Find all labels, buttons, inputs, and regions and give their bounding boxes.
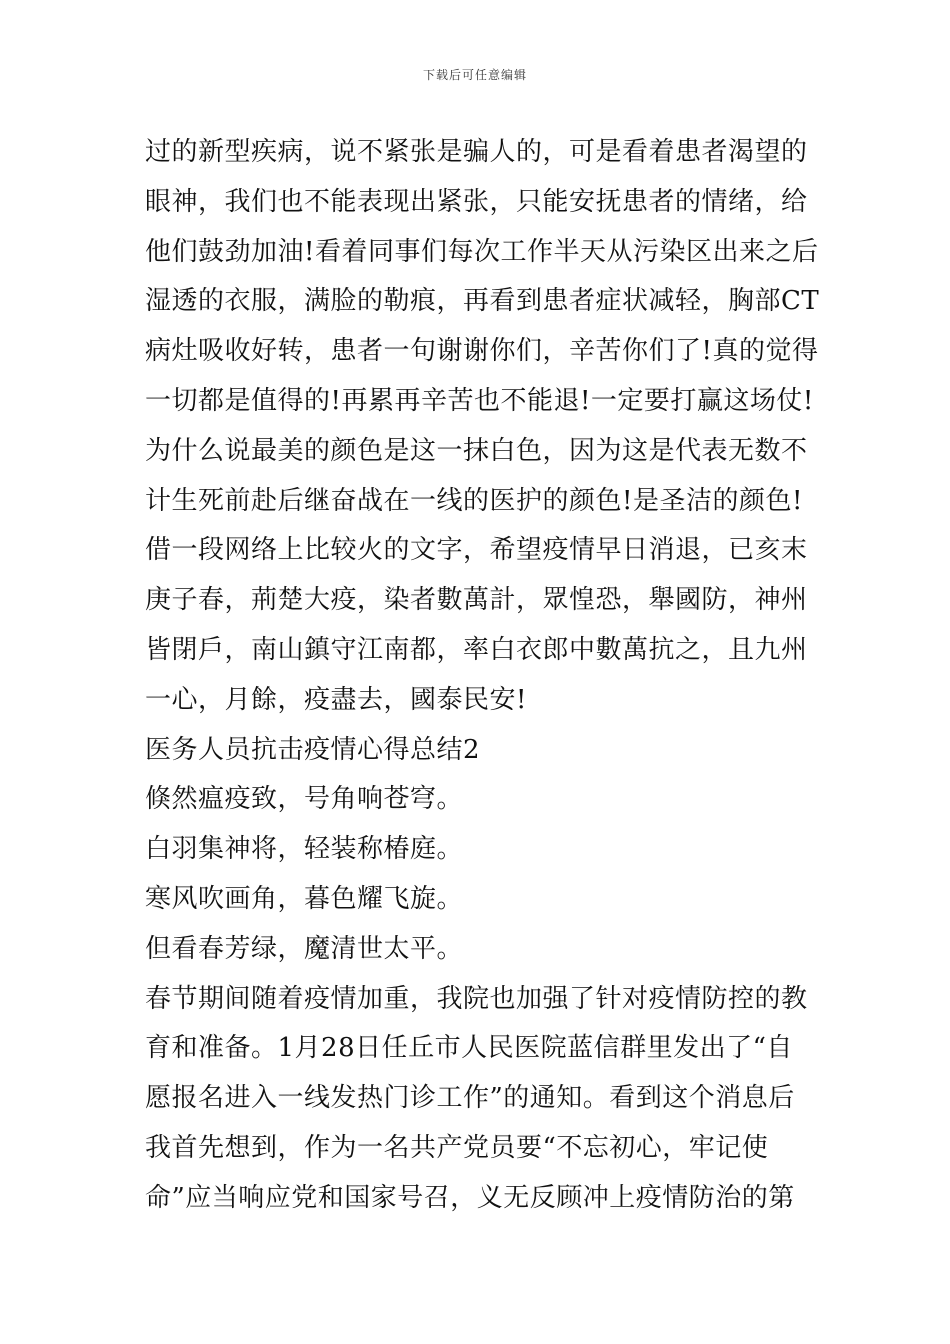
- paragraph-line: 育和准备。1月28日任丘市人民医院蓝信群里发出了“自: [145, 1033, 793, 1064]
- paragraph-line: 愿报名进入一线发热门诊工作”的通知。看到这个消息后: [145, 1083, 795, 1114]
- paragraph-line: 皆閉戶，南山鎮守江南都，率白衣郎中數萬抗之，且九州: [145, 634, 808, 665]
- paragraph-line: 一切都是值得的!再累再辛苦也不能退!一定要打赢这场仗!: [145, 385, 814, 416]
- document-body: [145, 128, 825, 1224]
- paragraph-line: 春节期间随着疫情加重，我院也加强了针对疫情防控的教: [145, 983, 808, 1014]
- section-heading: 医务人员抗击疫情心得总结2: [145, 734, 481, 765]
- poem-line: 但看春芳绿，魔清世太平。: [145, 933, 464, 964]
- paragraph-line: 湿透的衣服，满脸的勒痕，再看到患者症状减轻，胸部CT: [145, 286, 820, 317]
- paragraph-line: 命”应当响应党和国家号召，义无反顾冲上疫情防治的第: [145, 1182, 795, 1213]
- paragraph-line: 眼神，我们也不能表现出紧张，只能安抚患者的情绪，给: [145, 186, 808, 217]
- paragraph-line: 病灶吸收好转，患者一句谢谢你们，辛苦你们了!真的觉得: [145, 336, 819, 367]
- paragraph-line: 计生死前赴后继奋战在一线的医护的颜色!是圣洁的颜色!: [145, 485, 803, 516]
- paragraph-line: 借一段网络上比较火的文字，希望疫情早日消退，已亥末: [145, 535, 808, 566]
- paragraph-line: 庚子春，荊楚大疫，染者數萬計，眾惶恐，舉國防，神州: [145, 585, 808, 616]
- paragraph-line: 他们鼓劲加油!看着同事们每次工作半天从污染区出来之后: [145, 236, 819, 267]
- poem-line: 白羽集神将，轻装称椿庭。: [145, 834, 464, 865]
- paragraph-line: 我首先想到，作为一名共产党员要“不忘初心，牢记使: [145, 1132, 769, 1163]
- page-header-note: 下载后可任意编辑: [422, 68, 527, 82]
- poem-line: 寒风吹画角，暮色耀飞旋。: [145, 883, 464, 914]
- paragraph-line: 一心，月餘，疫盡去，國泰民安!: [145, 684, 527, 715]
- paragraph-line: 过的新型疾病，说不紧张是骗人的，可是看着患者渴望的: [145, 137, 808, 167]
- poem-line: 倏然瘟疫致，号角响苍穹。: [145, 784, 464, 815]
- paragraph-line: 为什么说最美的颜色是这一抹白色，因为这是代表无数不: [145, 435, 808, 466]
